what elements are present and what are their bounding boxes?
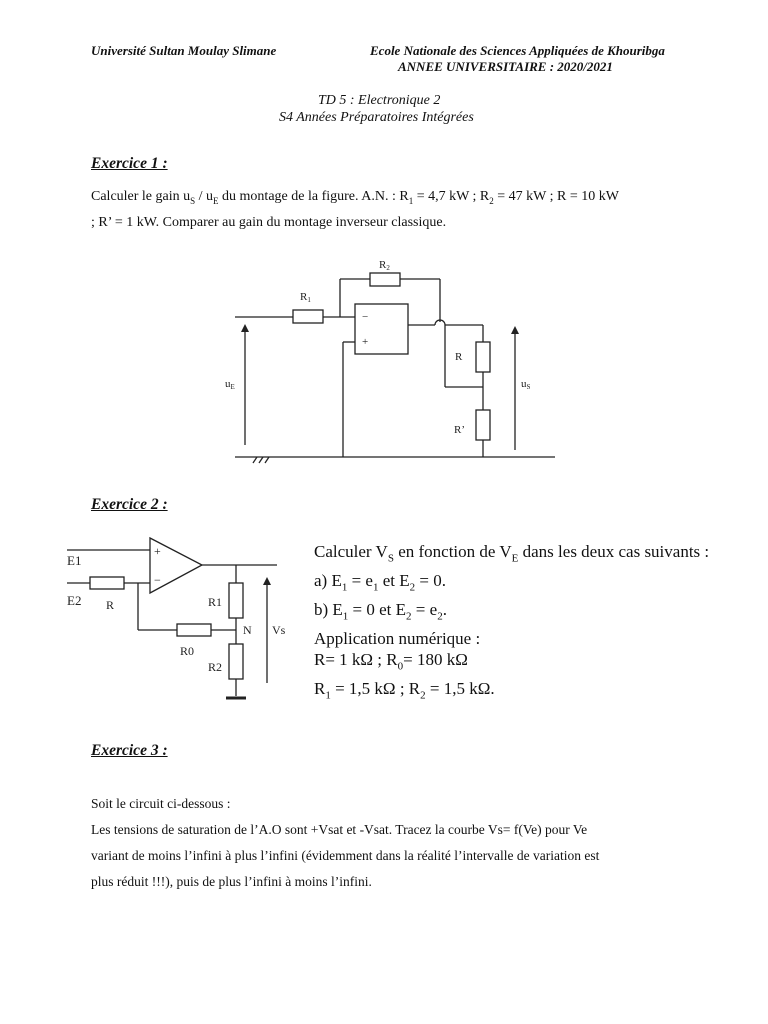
exercise2-heading: Exercice 2 : xyxy=(91,496,168,513)
r2-resistor xyxy=(370,273,400,286)
label-r: R xyxy=(455,351,463,363)
exercise1-text-line2: ; R’ = 1 kW. Comparer au gain du montage inverseur classique. xyxy=(91,215,447,230)
label-us: uS xyxy=(521,378,531,391)
university-name: Université Sultan Moulay Slimane xyxy=(91,43,277,58)
exercise2-line2: a) $E_1 = e_1$ et $E_2 = 0$. xyxy=(314,570,446,594)
label-r0: R0 xyxy=(180,644,195,658)
td-title: TD 5 : Electronique 2 xyxy=(318,93,441,108)
r1-resistor xyxy=(293,310,323,323)
td-subtitle: S4 Années Préparatoires Intégrées xyxy=(279,110,474,125)
exercise2-line3: b) $E_1 = 0$ et $E_2 = e_2$. xyxy=(314,599,447,623)
label-minus: − xyxy=(154,573,161,587)
r-resistor xyxy=(476,342,490,372)
label-r2: R2 xyxy=(379,259,390,272)
exercise2-text xyxy=(314,541,709,707)
label-rprime: R’ xyxy=(454,424,465,436)
rprime-resistor xyxy=(476,410,490,440)
academic-year: ANNEE UNIVERSITAIRE : 2020/2021 xyxy=(398,59,613,74)
exercise1-heading: Exercice 1 : xyxy=(91,155,168,172)
label-r2: R2 xyxy=(208,660,223,674)
label-e2: E2 xyxy=(67,593,82,608)
label-n: N xyxy=(243,623,252,637)
exercise3-line4: plus réduit !!!), puis de plus l’infini à moins l’infini. xyxy=(91,874,372,889)
label-plus: + xyxy=(154,544,161,558)
exercise3-heading: Exercice 3 : xyxy=(91,742,168,759)
label-r1: R1 xyxy=(300,291,311,304)
exercise3-text xyxy=(91,791,599,895)
exercise3-line2: Les tensions de saturation de l’A.O sont +Vsat et -Vsat. Tracez la courbe Vs= f(Ve) pour Ve xyxy=(91,822,588,837)
exercise1-circuit-diagram xyxy=(225,252,565,467)
label-plus: + xyxy=(362,336,369,348)
school-name: Ecole Nationale des Sciences Appliquées de Khouribga xyxy=(370,43,665,58)
label-e1: E1 xyxy=(67,553,82,568)
label-vs: Vs xyxy=(272,623,286,637)
label-minus: − xyxy=(362,311,369,323)
exercise1-text-line1: Calculer le gain $u_S / u_E$ du montage de la figure. A.N. : $R_1 = 4,7$ kW ; $R_2 = 47$ kW ; R = 10 kW xyxy=(91,189,619,206)
exercise3-line1: Soit le circuit ci-dessous : xyxy=(91,796,231,811)
label-ue: uE xyxy=(225,378,235,391)
exercise2-line6: $R_1 = 1,5$ kΩ ; $R_2 = 1,5$ kΩ. xyxy=(314,679,495,702)
exercise3-line3: variant de moins l’infini à plus l’infini (évidemment dans la réalité l’intervalle de variation est xyxy=(91,848,600,863)
exercise2-circuit-diagram xyxy=(62,533,302,705)
exercise2-line1: Calculer $V_S$ en fonction de $V_E$ dans les deux cas suivants : xyxy=(314,542,710,565)
label-r: R xyxy=(106,598,115,612)
label-r1: R1 xyxy=(208,595,223,609)
exercise2-line5: R= 1 kΩ ; $R_0= 180$ kΩ xyxy=(314,650,468,673)
exercise2-line4: Application numérique : xyxy=(314,628,481,648)
